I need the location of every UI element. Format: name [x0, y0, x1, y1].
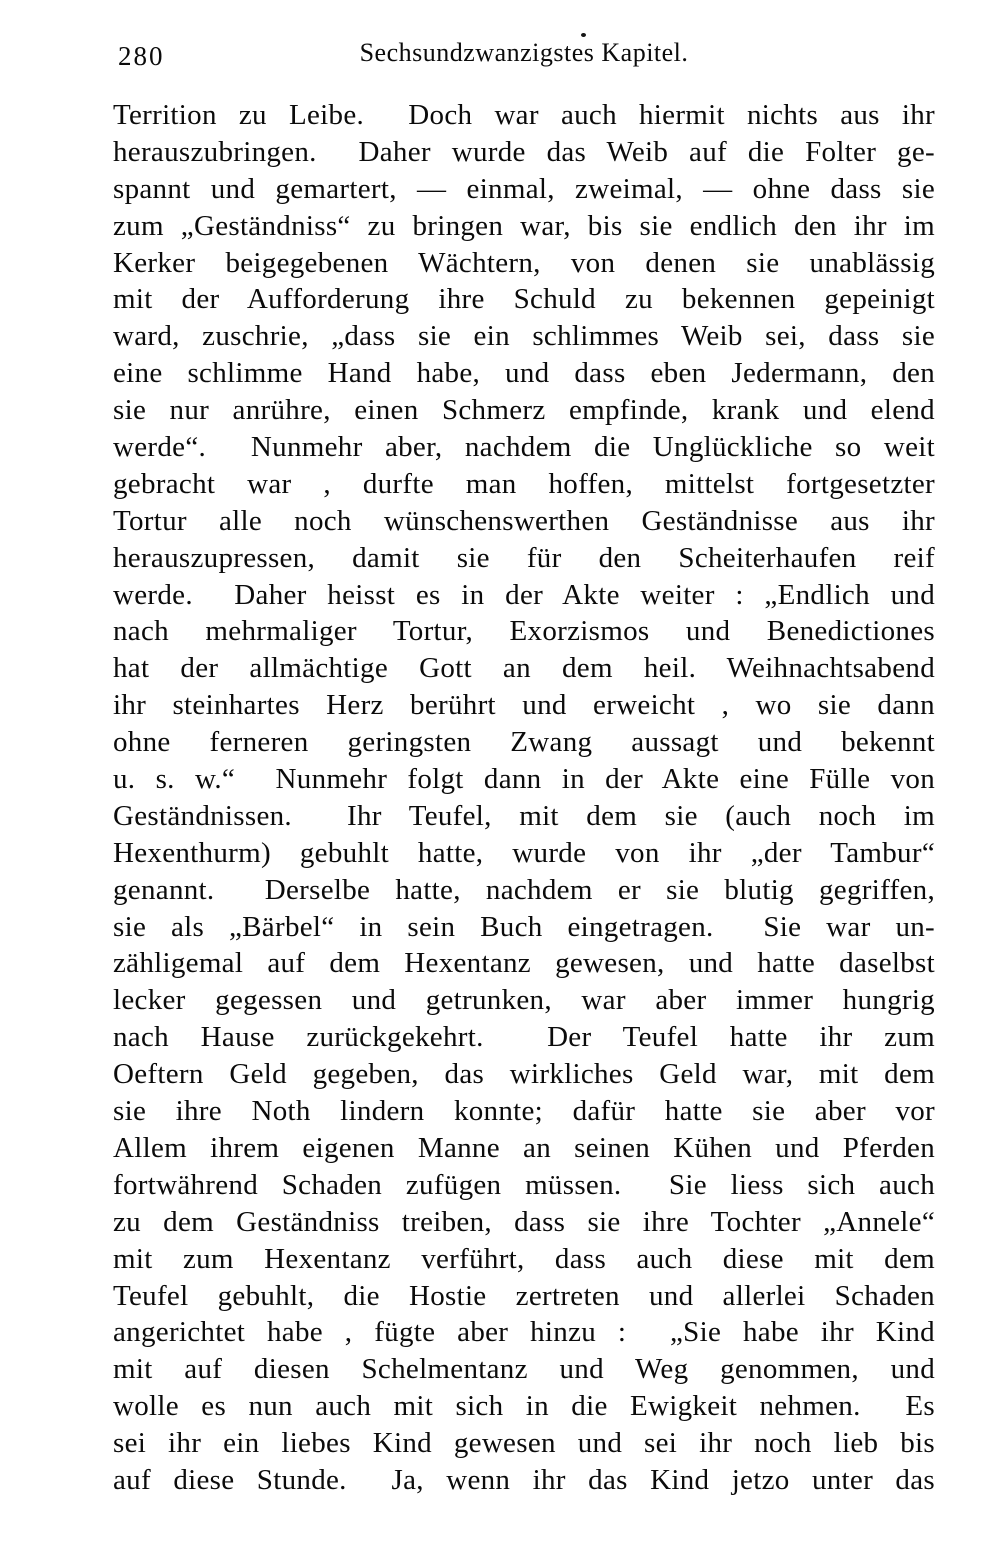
text-line: herauszubringen. Daher wurde das Weib auf die Folter ge- — [113, 135, 935, 168]
text-line: sie nur anrühre, einen Schmerz empfinde, krank und elend — [113, 394, 935, 427]
text-line: Geständnissen. Ihr Teufel, mit dem sie (auch noch im — [113, 799, 935, 832]
chapter-heading: Sechsundzwanzigstes Kapitel. — [359, 38, 689, 67]
page-number: 280 — [118, 41, 165, 71]
text-line: fortwährend Schaden zufügen müssen. Sie liess sich auch — [113, 1168, 935, 1201]
text-line: Tortur alle noch wünschenswerthen Geständnisse aus ihr — [113, 504, 935, 537]
text-line: ohne ferneren geringsten Zwang aussagt und bekennt — [113, 726, 935, 759]
scan-speck — [581, 33, 586, 37]
text-line: gebracht war , durfte man hoffen, mittelst fortgesetzter — [113, 467, 935, 500]
text-line: nach mehrmaliger Tortur, Exorzismos und Benedictiones — [113, 615, 935, 648]
text-line: genannt. Derselbe hatte, nachdem er sie blutig gegriffen, — [113, 873, 935, 906]
text-line: zu dem Geständniss treiben, dass sie ihre Tochter „Annele“ — [113, 1205, 935, 1238]
text-line: Territion zu Leibe. Doch war auch hiermit nichts aus ihr — [113, 99, 935, 131]
text-line: Hexenthurm) gebuhlt hatte, wurde von ihr „der Tambur“ — [113, 836, 935, 869]
text-line: nach Hause zurückgekehrt. Der Teufel hatte ihr zum — [113, 1021, 935, 1054]
text-line: auf diese Stunde. Ja, wenn ihr das Kind jetzo unter das — [113, 1463, 935, 1496]
text-line: Kerker beigegebenen Wächtern, von denen sie unablässig — [113, 246, 935, 279]
text-line: sie als „Bärbel“ in sein Buch eingetragen. Sie war un- — [113, 910, 935, 943]
text-line: Teufel gebuhlt, die Hostie zertreten und allerlei Schaden — [113, 1279, 935, 1312]
text-line: Oeftern Geld gegeben, das wirkliches Geld war, mit dem — [113, 1058, 935, 1091]
text-line: angerichtet habe , fügte aber hinzu : „Sie habe ihr Kind — [113, 1316, 935, 1349]
text-line: mit der Aufforderung ihre Schuld zu bekennen gepeinigt — [113, 283, 935, 316]
text-line: sei ihr ein liebes Kind gewesen und sei ihr noch lieb bis — [113, 1427, 935, 1460]
text-line: werde. Daher heisst es in der Akte weiter : „Endlich und — [113, 578, 935, 611]
text-line: wolle es nun auch mit sich in die Ewigkeit nehmen. Es — [113, 1390, 935, 1423]
text-line: sie ihre Noth lindern konnte; dafür hatte sie aber vor — [113, 1095, 935, 1128]
text-line: u. s. w.“ Nunmehr folgt dann in der Akte eine Fülle von — [113, 763, 935, 796]
text-line: lecker gegessen und getrunken, war aber immer hungrig — [113, 984, 935, 1017]
page-header — [113, 38, 935, 78]
text-line: Allem ihrem eigenen Manne an seinen Kühen und Pferden — [113, 1131, 935, 1164]
text-line: spannt und gemartert, — einmal, zweimal, — ohne dass sie — [113, 172, 935, 205]
body-text — [113, 97, 935, 1499]
text-line: zum „Geständniss“ zu bringen war, bis sie endlich den ihr im — [113, 209, 935, 242]
text-line: werde“. Nunmehr aber, nachdem die Unglückliche so weit — [113, 431, 935, 464]
text-line: mit auf diesen Schelmentanz und Weg genommen, und — [113, 1353, 935, 1386]
text-line: zähligemal auf dem Hexentanz gewesen, und hatte daselbst — [113, 947, 935, 980]
text-line: eine schlimme Hand habe, und dass eben Jedermann, den — [113, 357, 935, 390]
text-line: ihr steinhartes Herz berührt und erweicht , wo sie dann — [113, 689, 935, 722]
text-line: hat der allmächtige Gott an dem heil. Weihnachtsabend — [113, 652, 935, 685]
text-line: mit zum Hexentanz verführt, dass auch diese mit dem — [113, 1242, 935, 1275]
text-line: ward, zuschrie, „dass sie ein schlimmes Weib sei, dass sie — [113, 320, 935, 353]
text-line: herauszupressen, damit sie für den Scheiterhaufen reif — [113, 541, 935, 574]
